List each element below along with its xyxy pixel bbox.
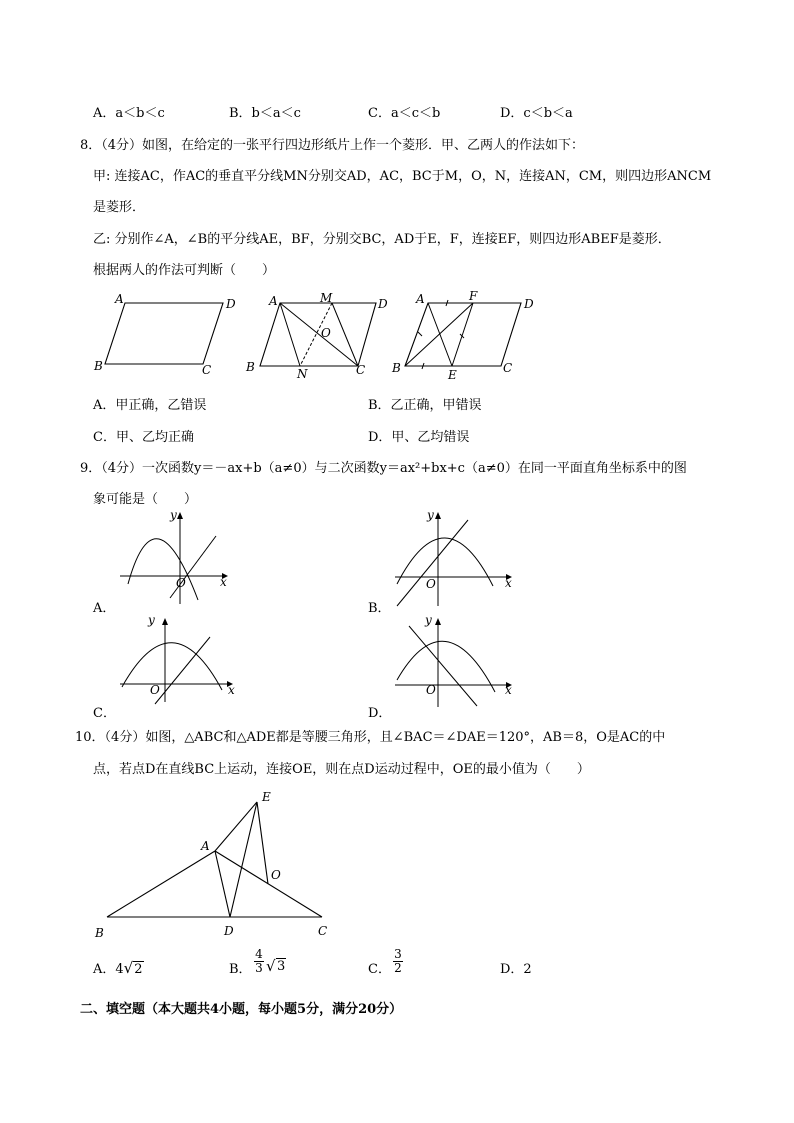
label-B: B [94, 359, 103, 373]
origin-label: O [426, 577, 436, 591]
q9-stem: 9．（4分）一次函数y＝－ax+b（a≠0）与二次函数y＝ax²+bx+c（a≠0）在同一平面直角坐标系中的图 [80, 461, 687, 476]
q10-option-a: A．4√2 [93, 959, 143, 977]
x-axis-label: x [220, 575, 227, 589]
q7-option-c: C．a＜c＜b [368, 106, 441, 121]
label-D: D [378, 297, 388, 311]
q9-option-d: D． [368, 706, 392, 721]
label-C: C [318, 924, 328, 938]
q7-option-b: B．b＜a＜c [229, 106, 301, 121]
q9-stem-cont: 象可能是（ ） [93, 492, 198, 507]
label-A: A [416, 292, 425, 306]
q8-method-jia-cont: 是菱形． [93, 200, 146, 215]
q8-option-c: C．甲、乙均正确 [93, 430, 194, 445]
label-A: A [269, 294, 278, 308]
q8-option-a: A．甲正确，乙错误 [93, 398, 207, 413]
label-O: O [271, 868, 281, 882]
y-axis-label: y [425, 613, 432, 627]
q10-option-d: D．2 [500, 962, 532, 977]
y-axis-label: y [170, 508, 177, 522]
label-B: B [392, 361, 401, 375]
label-M: M [320, 291, 333, 305]
label-A: A [201, 839, 210, 853]
q8-option-d: D．甲、乙均错误 [368, 430, 470, 445]
section-heading: 二、填空题（本大题共4小题，每小题5分，满分20分） [80, 1002, 403, 1017]
q10-figure [90, 785, 340, 945]
q9-option-a: A． [93, 601, 116, 616]
q9-graph-b [385, 506, 525, 606]
y-axis-label: y [148, 613, 155, 627]
q8-method-yi: 乙: 分别作∠A，∠B的平分线AE，BF，分别交BC，AD于E，F，连接EF，则四边形ABEF是菱形． [93, 232, 671, 247]
q8-figure-yi [388, 290, 548, 385]
label-C: C [356, 363, 366, 377]
q8-option-b: B．乙正确，甲错误 [368, 398, 482, 413]
q9-graph-a [110, 506, 240, 606]
origin-label: O [150, 683, 160, 697]
label-O: O [321, 326, 331, 340]
q7-option-d: D．c＜b＜a [500, 106, 573, 121]
label-N: N [297, 367, 308, 381]
y-axis-label: y [427, 508, 434, 522]
q9-option-c: C． [93, 706, 116, 721]
q9-graph-d [385, 612, 525, 707]
q9-graph-c [110, 612, 250, 707]
label-D: D [226, 297, 236, 311]
q8-figure-jia [240, 290, 400, 385]
label-F: F [469, 289, 478, 303]
label-C: C [202, 363, 212, 377]
label-D: D [224, 924, 234, 938]
origin-label: O [176, 576, 186, 590]
label-A: A [115, 292, 124, 306]
label-E: E [262, 790, 271, 804]
q10-stem: 10．（4分）如图，△ABC和△ADE都是等腰三角形，且∠BAC＝∠DAE＝120°，AB＝8，O是AC的中 [75, 730, 666, 745]
label-C: C [503, 361, 513, 375]
label-D: D [524, 297, 534, 311]
q9-option-b: B． [368, 601, 391, 616]
x-axis-label: x [228, 683, 235, 697]
q8-question: 根据两人的作法可判断（ ） [93, 263, 276, 278]
q8-method-jia: 甲: 连接AC，作AC的垂直平分线MN分别交AD，AC，BC于M，O，N，连接AN，CM，则四边形ANCM [93, 169, 712, 184]
q8-figure-parallelogram [90, 290, 250, 380]
origin-label: O [426, 683, 436, 697]
label-E: E [448, 368, 457, 382]
q7-option-a: A．a＜b＜c [93, 106, 165, 121]
q10-stem-cont: 点，若点D在直线BC上运动，连接OE，则在点D运动过程中，OE的最小值为（ ） [93, 762, 590, 777]
x-axis-label: x [505, 683, 512, 697]
x-axis-label: x [505, 576, 512, 590]
label-B: B [95, 926, 104, 940]
label-B: B [246, 360, 255, 374]
q8-stem: 8．（4分）如图，在给定的一张平行四边形纸片上作一个菱形．甲、乙两人的作法如下： [80, 138, 585, 153]
